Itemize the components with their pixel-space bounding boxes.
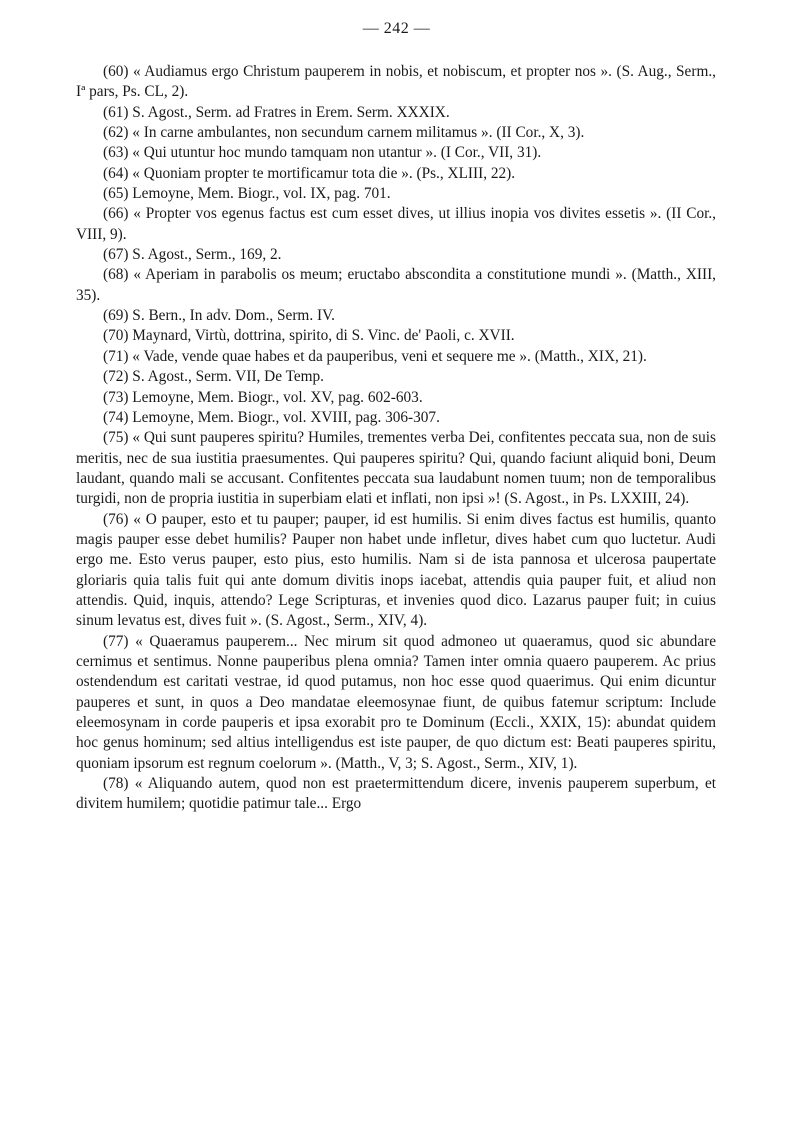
note-77: (77) « Quaeramus pauperem... Nec mirum sit quod admoneo ut quaeramus, quod sic abundare cernimus et sentimus. Nonne pauperibus plena omnia? Tamen inter omnia quaero pauperem. Ac prius ostendendum est caritati vestrae, id quod putamus, non hoc esse quod quaerimus. Qui enim dicuntur pauperes et sunt, in quos a Deo mandatae eleemosynae fiunt, de quibus fatemur scriptum: Include eleemosynam in corde pauperis et ipsa exorabit pro te Dominum (Eccli., XXIX, 15): abundat quidem hoc genus hominum; sed altius intelligendus est iste pauper, de quo dictum est: Beati pauperes spiritu, quoniam ipsorum est regnum coelorum ». (Matth., V, 3; S. Agost., Serm., XIV, 1).: [76, 632, 716, 772]
note-76: (76) « O pauper, esto et tu pauper; pauper, id est humilis. Si enim dives factus est humilis, quanto magis pauper esse debet humilis? Pauper non habet unde infletur, dives habet cum quo luctetur. Audi ergo me. Esto verus pauper, esto pius, esto humilis. Nam si de ista pannosa et ulcerosa paupertate gloriaris quia talis fuit qui ante domum divitis inops iacebat, attendis quia pauper fuit, et aliud non attendis. Quid, inquis, attendo? Lege Scripturas, et invenies quod dico. Lazarus pauper fuit; in cuius sinum levatus est, dives fuit ». (S. Agost., Serm., XIV, 4).: [76, 510, 716, 630]
note-67: (67) S. Agost., Serm., 169, 2.: [103, 246, 282, 264]
note-68: (68) « Aperiam in parabolis os meum; eructabo abscondita a constitutione mundi ». (Matth., XIII, 35).: [76, 266, 716, 304]
note-65: (65) Lemoyne, Mem. Biogr., vol. IX, pag. 701.: [103, 185, 391, 203]
note-70: (70) Maynard, Virtù, dottrina, spirito, di S. Vinc. de' Paoli, c. XVII.: [103, 327, 515, 345]
note-66: (66) « Propter vos egenus factus est cum esset dives, ut illius inopia vos divites essetis ». (II Cor., VIII, 9).: [76, 205, 716, 243]
page-number: — 242 —: [362, 20, 431, 37]
note-60: (60) « Audiamus ergo Christum pauperem in nobis, et nobiscum, et propter nos ». (S. Aug., Serm., Iª pars, Ps. CL, 2).: [76, 63, 716, 101]
footnotes: [76, 62, 716, 815]
note-69: (69) S. Bern., In adv. Dom., Serm. IV.: [103, 307, 335, 325]
note-71: (71) « Vade, vende quae habes et da pauperibus, veni et sequere me ». (Matth., XIX, 21).: [103, 347, 647, 365]
note-62: (62) « In carne ambulantes, non secundum carnem militamus ». (II Cor., X, 3).: [103, 124, 585, 142]
note-78: (78) « Aliquando autem, quod non est praetermittendum dicere, invenis pauperem superbum, et divitem humilem; quotidie patimur tale... Ergo: [76, 775, 716, 813]
note-63: (63) « Qui utuntur hoc mundo tamquam non utantur ». (I Cor., VII, 31).: [103, 144, 542, 162]
note-64: (64) « Quoniam propter te mortificamur tota die ». (Ps., XLIII, 22).: [103, 164, 516, 182]
note-72: (72) S. Agost., Serm. VII, De Temp.: [103, 368, 325, 386]
note-75: (75) « Qui sunt pauperes spiritu? Humiles, trementes verba Dei, confitentes peccata sua, non de suis meritis, nec de sua iustitia praesumentes. Qui pauperes spiritu? Qui, quando faciunt aliquid boni, Deum laudant, quando mali se accusant. Confitentes peccata sua laudabunt nomen tuum; non de temporalibus turgidi, non de propria iustitia in superbiam elati et inflati, non ipsi »! (S. Agost., in Ps. LXXIII, 24).: [76, 429, 716, 508]
note-61: (61) S. Agost., Serm. ad Fratres in Erem. Serm. XXXIX.: [103, 103, 450, 121]
note-73: (73) Lemoyne, Mem. Biogr., vol. XV, pag. 602-603.: [103, 388, 423, 406]
note-74: (74) Lemoyne, Mem. Biogr., vol. XVIII, pag. 306-307.: [103, 408, 440, 426]
